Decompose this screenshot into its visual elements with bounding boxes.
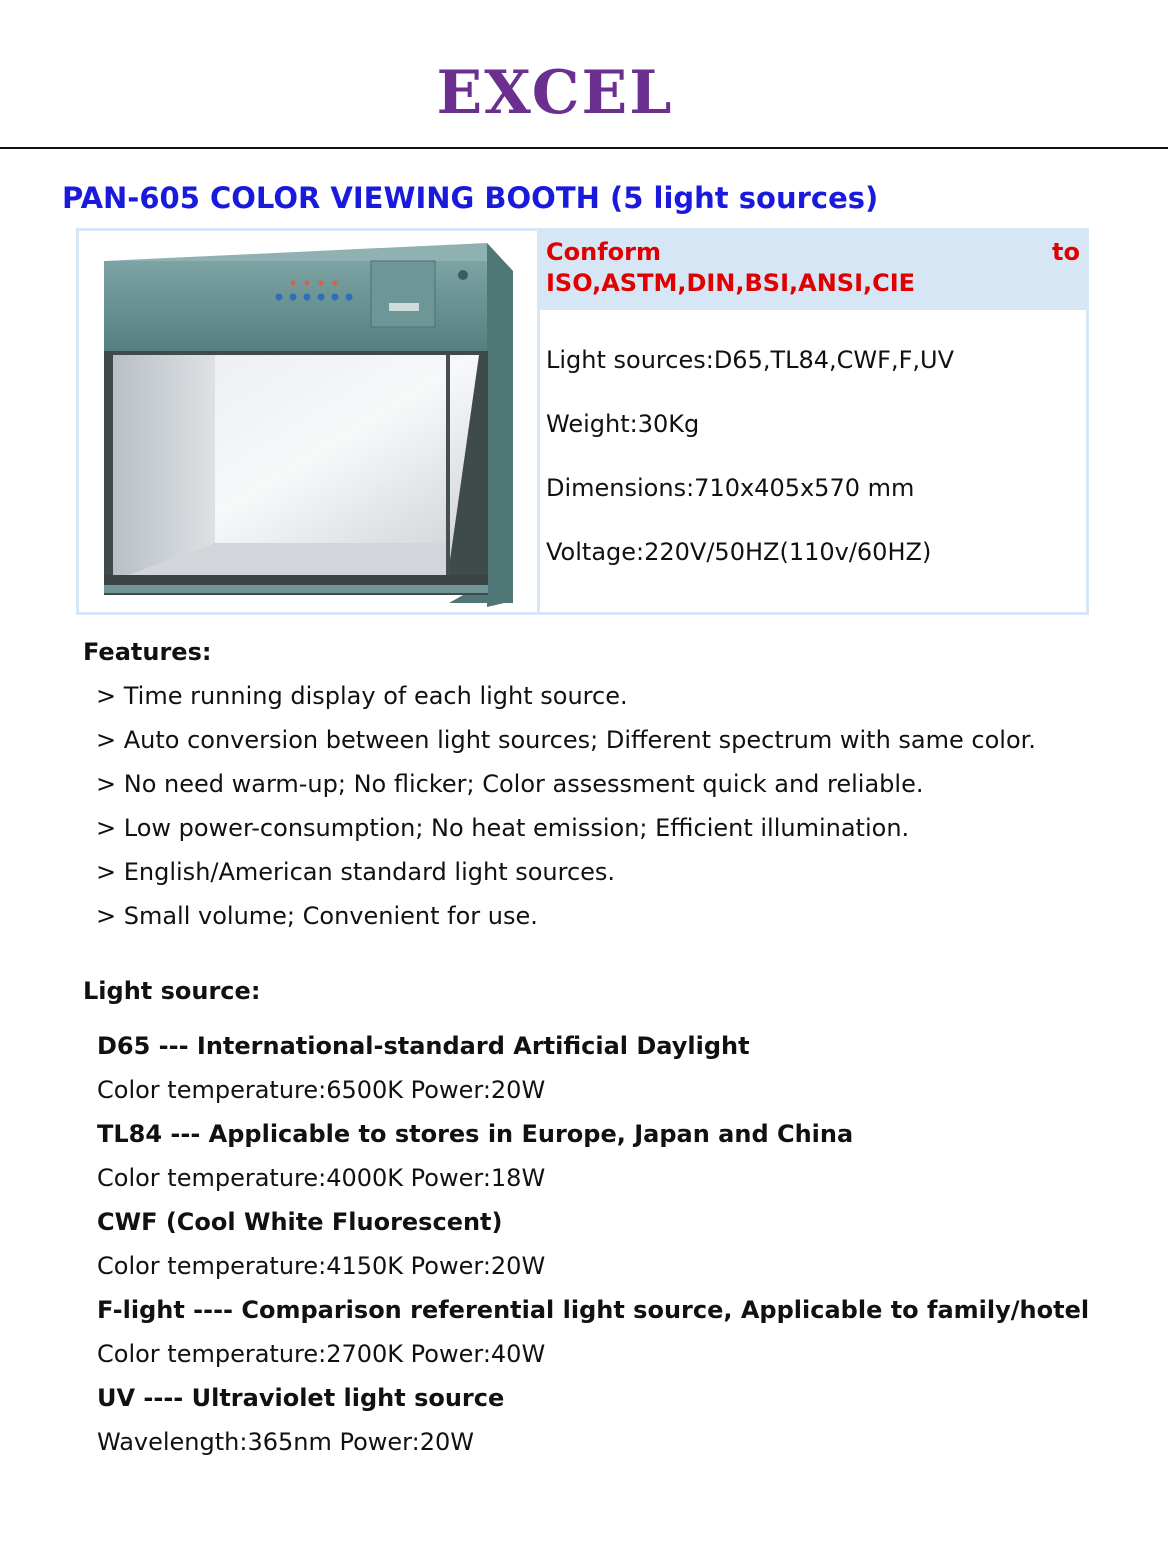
feature-item: > Small volume; Convenient for use. xyxy=(96,902,538,930)
page-title: PAN-605 COLOR VIEWING BOOTH (5 light sources) xyxy=(62,181,879,215)
features-heading: Features: xyxy=(83,638,212,666)
light-source-name: CWF (Cool White Fluorescent) xyxy=(97,1208,503,1236)
brand-logo: EXCEL xyxy=(436,58,674,128)
light-source-detail: Color temperature:4150K Power:20W xyxy=(97,1252,546,1280)
light-source-detail: Wavelength:365nm Power:20W xyxy=(97,1428,474,1456)
standards-list: ISO,ASTM,DIN,BSI,ANSI,CIE xyxy=(546,269,916,297)
viewing-booth-illustration xyxy=(79,231,537,612)
spec-voltage: Voltage:220V/50HZ(110v/60HZ) xyxy=(546,538,932,566)
conform-to-word: to xyxy=(1052,238,1080,266)
light-source-name: F-light ---- Comparison referential light source, Applicable to family/hotel xyxy=(97,1296,1090,1324)
light-source-name: D65 --- International-standard Artificial Daylight xyxy=(97,1032,750,1060)
feature-item: > Time running display of each light source. xyxy=(96,682,628,710)
spec-table xyxy=(76,228,1089,615)
spec-dimensions: Dimensions:710x405x570 mm xyxy=(546,474,915,502)
light-source-heading: Light source: xyxy=(83,977,261,1005)
features-list xyxy=(96,680,1036,944)
conform-word: Conform xyxy=(546,238,661,266)
spec-list xyxy=(546,344,954,600)
feature-item: > Low power-consumption; No heat emission; Efficient illumination. xyxy=(96,814,910,842)
feature-item: > Auto conversion between light sources; Different spectrum with same color. xyxy=(96,726,1036,754)
light-source-name: UV ---- Ultraviolet light source xyxy=(97,1384,505,1412)
feature-item: > No need warm-up; No flicker; Color assessment quick and reliable. xyxy=(96,770,924,798)
light-source-detail: Color temperature:4000K Power:18W xyxy=(97,1164,546,1192)
light-source-list xyxy=(97,1030,1089,1470)
conformance-header xyxy=(540,231,1086,310)
product-photo xyxy=(79,231,540,612)
light-source-name: TL84 --- Applicable to stores in Europe, Japan and China xyxy=(97,1120,854,1148)
light-source-detail: Color temperature:2700K Power:40W xyxy=(97,1340,546,1368)
spec-light-sources: Light sources:D65,TL84,CWF,F,UV xyxy=(546,346,954,374)
light-source-detail: Color temperature:6500K Power:20W xyxy=(97,1076,546,1104)
spec-weight: Weight:30Kg xyxy=(546,410,700,438)
header-divider xyxy=(0,147,1168,149)
feature-item: > English/American standard light sources. xyxy=(96,858,616,886)
